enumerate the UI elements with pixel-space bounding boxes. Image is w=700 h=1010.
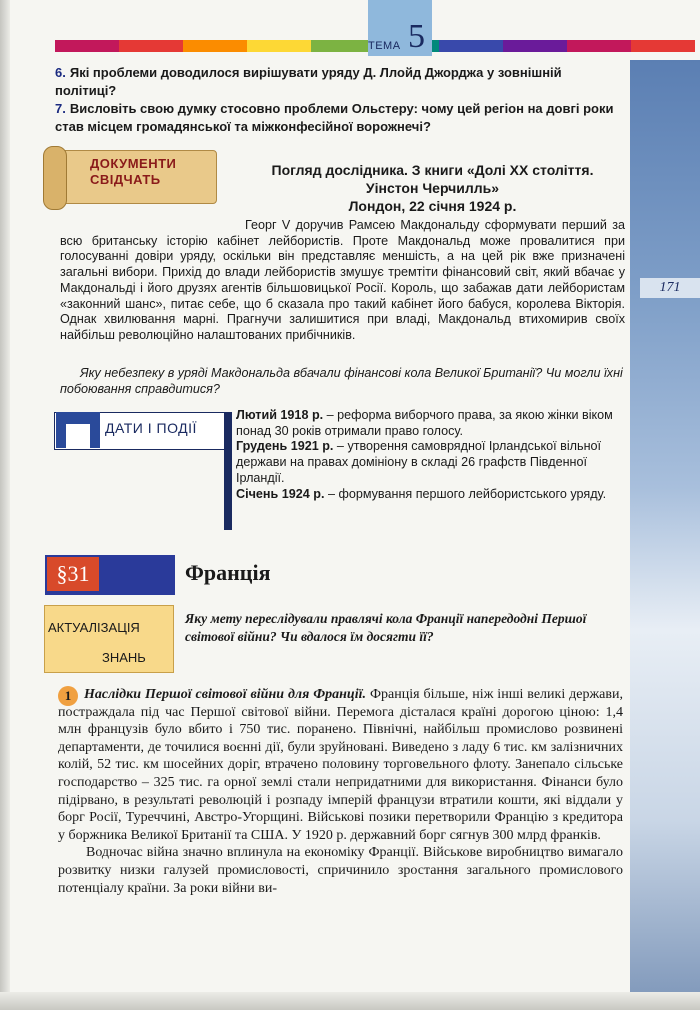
main-text xyxy=(58,686,623,897)
date-label: Грудень 1921 р. xyxy=(236,439,334,454)
paragraph-1 xyxy=(58,686,623,844)
dates-banner-label: ДАТИ І ПОДІЇ xyxy=(105,420,197,436)
date-label: Січень 1924 р. xyxy=(236,486,325,501)
document-body xyxy=(60,218,625,344)
question-7 xyxy=(55,100,620,136)
date-text: – утворення самоврядної Ірландської вільної держави на правах домініону в складі 26 графств Південної Ірландії. xyxy=(236,439,602,485)
arch-icon-inner xyxy=(66,424,90,448)
decorative-photo-strip xyxy=(630,60,700,1010)
date-item xyxy=(236,408,626,439)
document-title-line3: Лондон, 22 січня 1924 р. xyxy=(348,198,517,214)
document-title xyxy=(240,161,625,215)
color-band-segment xyxy=(119,40,183,52)
actualization-question: Яку мету переслідували правлячі кола Франції напередодні Першої світової війни? Чи вдалося їм досягти її? xyxy=(185,611,587,644)
color-band-segment xyxy=(183,40,247,52)
date-text: – реформа виборчого права, за якою жінки віком понад 30 років отримали право голосу. xyxy=(236,408,613,438)
tema-label: ТЕМА xyxy=(368,40,401,52)
dates-divider xyxy=(224,412,232,530)
page-number: 171 xyxy=(640,278,700,298)
paragraph-number-badge: 1 xyxy=(58,686,78,706)
color-band-segment xyxy=(55,40,119,52)
question-number: 7. xyxy=(55,101,66,116)
color-band-segment xyxy=(247,40,311,52)
actualization-label-1: АКТУАЛІЗАЦІЯ xyxy=(48,620,140,635)
question-number: 6. xyxy=(55,65,66,80)
document-title-line2: Уінстон Черчилль» xyxy=(365,180,500,196)
date-label: Лютий 1918 р. xyxy=(236,408,324,422)
document-question: Яку небезпеку в уряді Макдональда вбачали фінансові кола Великої Британії? Чи могли їхні побоювання справдитися? xyxy=(60,366,623,396)
date-text: – формування першого лейбористського уряду. xyxy=(324,486,607,501)
question-text: Висловіть свою думку стосовно проблеми Ольстеру: чому цей регіон на довгі роки став місцем громадянської та міжконфесійної ворожнечі? xyxy=(55,101,614,134)
page-edge-left xyxy=(0,0,10,1010)
color-band-segment xyxy=(311,40,375,52)
paragraph-heading: Наслідки Першої світової війни для Франції. xyxy=(84,687,366,702)
page-edge-bottom xyxy=(0,992,700,1010)
dates-list xyxy=(236,408,626,502)
color-band-segment xyxy=(631,40,695,52)
document-title-line1: Погляд дослідника. З книги «Долі ХХ століття. xyxy=(271,162,594,178)
scroll-icon xyxy=(43,146,67,210)
actualization-label-2: ЗНАНЬ xyxy=(102,650,146,665)
color-band-segment xyxy=(439,40,503,52)
section-number: §31 xyxy=(47,557,99,591)
section-title: Франція xyxy=(185,560,271,585)
color-band-segment xyxy=(503,40,567,52)
question-6 xyxy=(55,64,620,100)
documents-banner-line2: СВІДЧАТЬ xyxy=(90,172,161,187)
color-band-segment xyxy=(567,40,631,52)
paragraph-2: Водночас війна значно вплинула на економіку Франції. Військове виробництво вимагало розвитку низки галузей промисловості, спричинило зростання загального промислового потенціалу країни. За роки війни ви- xyxy=(58,845,623,896)
question-text: Які проблеми доводилося вирішувати уряду Д. Ллойд Джорджа у зовнішній політиці? xyxy=(55,65,562,98)
date-item xyxy=(236,487,626,503)
documents-banner-line1: ДОКУМЕНТИ xyxy=(90,156,177,171)
documents-banner-label xyxy=(90,156,210,188)
tema-number: 5 xyxy=(408,18,425,55)
paragraph-text: Франція більше, ніж інші великі держави, постраждала під час Першої світової війни. Перемога дісталася країні дорогою ціною: 1,4 млн французів було вбито і 750 тис. поранено. Північні, найбільш промислово розвинені департаменти, де точилися воєнні дії, були зруйновані. Виведено з ладу 6 тис. км залізничних колій, 52 тис. км шосейних доріг, втрачено половину торговельного флоту. Занепало сільське господарство – 325 тис. га орної землі стали непридатними для використання. Фінанси було підірвано, в результаті революцій і розпаду імперій французи втратили кошти, які віддали у борг Росії, Туреччині, Австро-Угорщині. Військові позики перетворили Францію з кредитора у боржника Великої Британії та США. У 1920 р. державний борг сягнув 300 млрд франків. xyxy=(58,687,623,843)
date-item xyxy=(236,439,626,486)
document-body-text: Георг V доручив Рамсею Макдональду сформувати перший за всю британську історію кабінет лейбористів. Проте Макдональд може провалитися при голосуванні довіри уряду, оскільки він представляє меншість, а на цей рік вже призначені загальні вибори. Прихід до влади лейбористів змушує тремтіти фінансовий світ, який вбачає у Макдональді і його друзях агентів більшовицької Росії. Король, що забажав дати лейбористам «законний шанс», питає себе, що б сказала про такий кабінет його бабуся, королева Вікторія. Однак хвилювання марні. Прагнучи залишитися при владі, Макдональд втихомирив своїх найбільш революційно налаштованих прибічників. xyxy=(60,218,625,342)
